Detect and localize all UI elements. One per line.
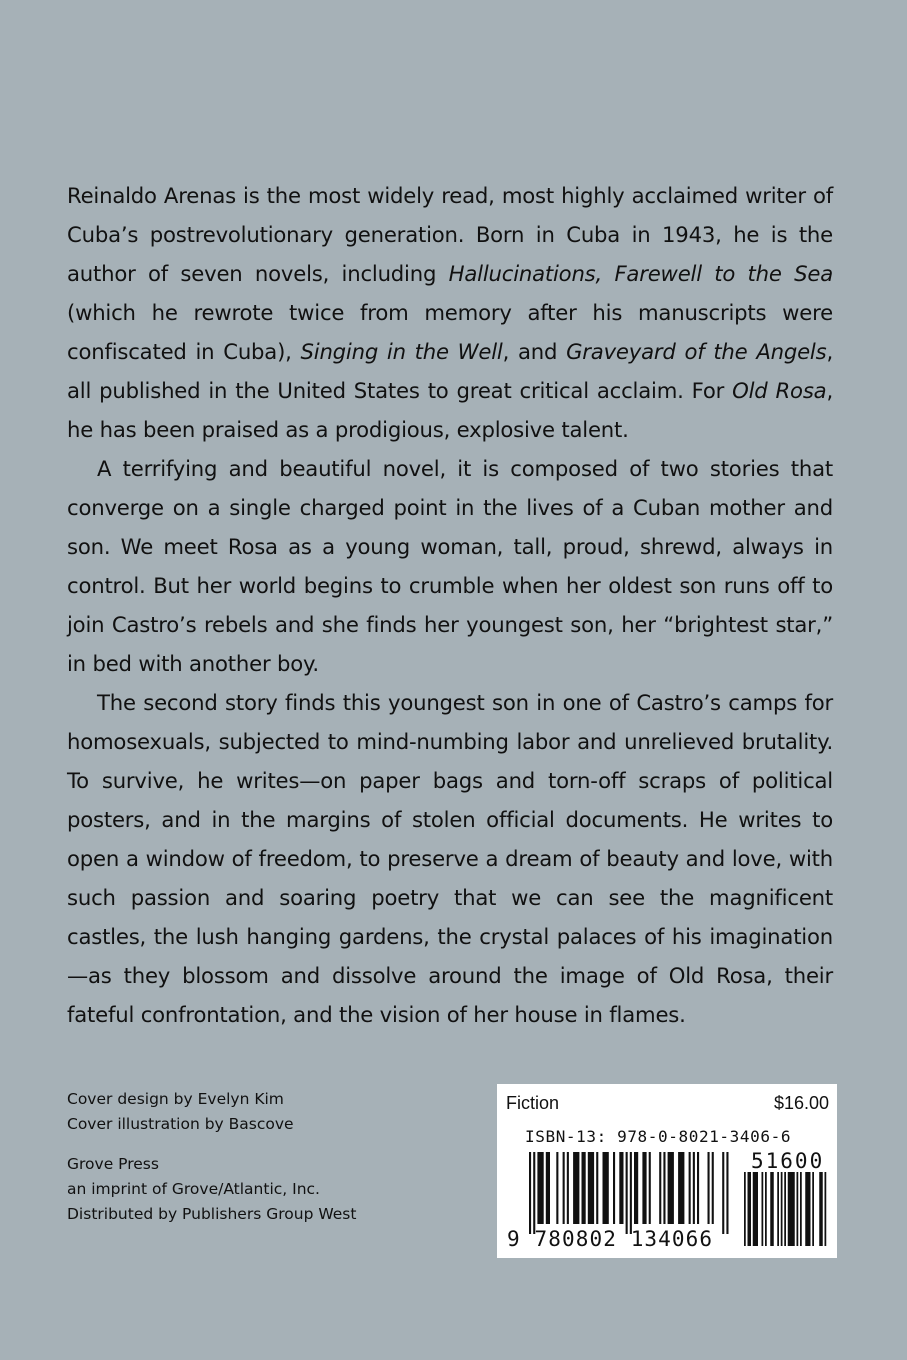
addon-bar-34 bbox=[765, 1172, 767, 1246]
isbn-label: ISBN-13: 978-0-8021-3406-6 bbox=[525, 1127, 792, 1146]
blurb-text: (which he rewrote twice from memory after his manuscripts were confiscated in Cuba), bbox=[67, 300, 833, 364]
barcode-bar-6 bbox=[567, 1152, 569, 1224]
addon-bar-42 bbox=[805, 1172, 810, 1246]
genre-label: Fiction bbox=[506, 1093, 560, 1113]
barcode-sticker bbox=[497, 1084, 837, 1258]
barcode-bar-11 bbox=[603, 1152, 609, 1224]
distributor: Distributed by Publishers Group West bbox=[67, 1205, 357, 1223]
book-title: Singing in the Well bbox=[300, 339, 503, 364]
addon-bar-31 bbox=[748, 1172, 752, 1246]
barcode-bar-29 bbox=[726, 1152, 728, 1234]
blurb-text: Reinaldo Arenas is the most widely read, most highly acclaimed writer of Cuba’s postrevolutionary generation. Born in Cuba in 1943, he is the author of seven novels, including bbox=[67, 183, 833, 286]
barcode-bar-28 bbox=[722, 1152, 724, 1234]
barcode-bar-26 bbox=[708, 1152, 710, 1224]
barcode-bar-20 bbox=[663, 1152, 665, 1224]
barcode-bar-7 bbox=[573, 1152, 579, 1224]
barcode-bar-19 bbox=[659, 1152, 661, 1224]
barcode-bar-4 bbox=[556, 1152, 558, 1224]
barcode-addon-digits: 51600 bbox=[751, 1149, 825, 1173]
cover-illustration-credit: Cover illustration by Bascove bbox=[67, 1115, 294, 1133]
barcode-bar-25 bbox=[697, 1152, 699, 1224]
barcode-bar-16 bbox=[634, 1152, 638, 1224]
addon-bar-41 bbox=[800, 1172, 802, 1246]
barcode-bar-9 bbox=[588, 1152, 594, 1224]
blurb-text: , he has been praised as a prodigious, explosive talent. bbox=[67, 378, 833, 442]
barcode-bar-2 bbox=[537, 1152, 543, 1224]
blurb-paragraph-2: A terrifying and beautiful novel, it is composed of two stories that converge on a single charged point in the lives of a Cuban mother and son. We meet Rosa as a young woman, tall, proud, shrewd, always in control. But her world begins to crumble when her oldest son runs off to join Castro’s rebels and she finds her youngest son, her “brightest star,” in bed with another boy. bbox=[67, 456, 833, 676]
addon-bar-39 bbox=[788, 1172, 795, 1246]
blurb-text: , all published in the United States to great critical acclaim. For bbox=[67, 339, 834, 403]
barcode-bar-0 bbox=[529, 1152, 531, 1234]
barcode-bar-3 bbox=[546, 1152, 550, 1224]
publisher-name: Grove Press bbox=[67, 1155, 159, 1173]
barcode-bar-21 bbox=[668, 1152, 674, 1224]
book-title: Old Rosa bbox=[732, 378, 827, 403]
price-label: $16.00 bbox=[773, 1093, 829, 1113]
addon-bar-35 bbox=[770, 1172, 774, 1246]
barcode-bar-8 bbox=[582, 1152, 586, 1224]
barcode-bar-1 bbox=[533, 1152, 535, 1234]
blurb-text: , and bbox=[502, 339, 567, 364]
addon-bar-30 bbox=[744, 1172, 746, 1246]
barcode-bar-24 bbox=[693, 1152, 695, 1224]
addon-bar-40 bbox=[797, 1172, 799, 1246]
addon-bar-36 bbox=[777, 1172, 779, 1246]
addon-bar-43 bbox=[812, 1172, 814, 1246]
barcode-bar-22 bbox=[678, 1152, 684, 1224]
cover-design-credit: Cover design by Evelyn Kim bbox=[67, 1090, 284, 1108]
barcode-bar-10 bbox=[596, 1152, 598, 1224]
blurb-paragraph-1 bbox=[67, 176, 833, 449]
barcode-bar-5 bbox=[563, 1152, 565, 1224]
addon-bar-38 bbox=[784, 1172, 786, 1246]
addon-bar-32 bbox=[753, 1172, 758, 1246]
addon-bar-45 bbox=[825, 1172, 827, 1246]
credits-block bbox=[67, 1087, 356, 1227]
book-title: Graveyard of the Angels bbox=[566, 339, 827, 364]
barcode-bar-17 bbox=[642, 1152, 646, 1224]
book-title: Hallucinations, Farewell to the Sea bbox=[448, 261, 833, 286]
barcode-bar-27 bbox=[712, 1152, 714, 1224]
barcode-bar-23 bbox=[689, 1152, 691, 1224]
barcode-bar-12 bbox=[613, 1152, 615, 1224]
addon-bar-44 bbox=[819, 1172, 823, 1246]
barcode-bar-18 bbox=[649, 1152, 651, 1224]
addon-bar-33 bbox=[762, 1172, 764, 1246]
barcode-bar-15 bbox=[630, 1152, 632, 1234]
addon-bar-37 bbox=[781, 1172, 783, 1246]
barcode-bar-13 bbox=[619, 1152, 623, 1224]
back-cover-blurb bbox=[67, 176, 833, 1034]
publisher-imprint: an imprint of Grove/Atlantic, Inc. bbox=[67, 1180, 320, 1198]
barcode-digits: 9 780802 134066 bbox=[507, 1227, 714, 1251]
blurb-paragraph-3: The second story finds this youngest son in one of Castro’s camps for homosexuals, subjected to mind-numbing labor and unrelieved brutality. To survive, he writes—on paper bags and torn-off scraps of political posters, and in the margins of stolen official documents. He writes to open a window of freedom, to preserve a dream of beauty and love, with such passion and soaring poetry that we can see the magnificent castles, the lush hanging gardens, the crystal palaces of his imagination—as they blossom and dissolve around the image of Old Rosa, their fateful confrontation, and the vision of her house in flames. bbox=[67, 690, 833, 1027]
barcode-bar-14 bbox=[626, 1152, 628, 1234]
